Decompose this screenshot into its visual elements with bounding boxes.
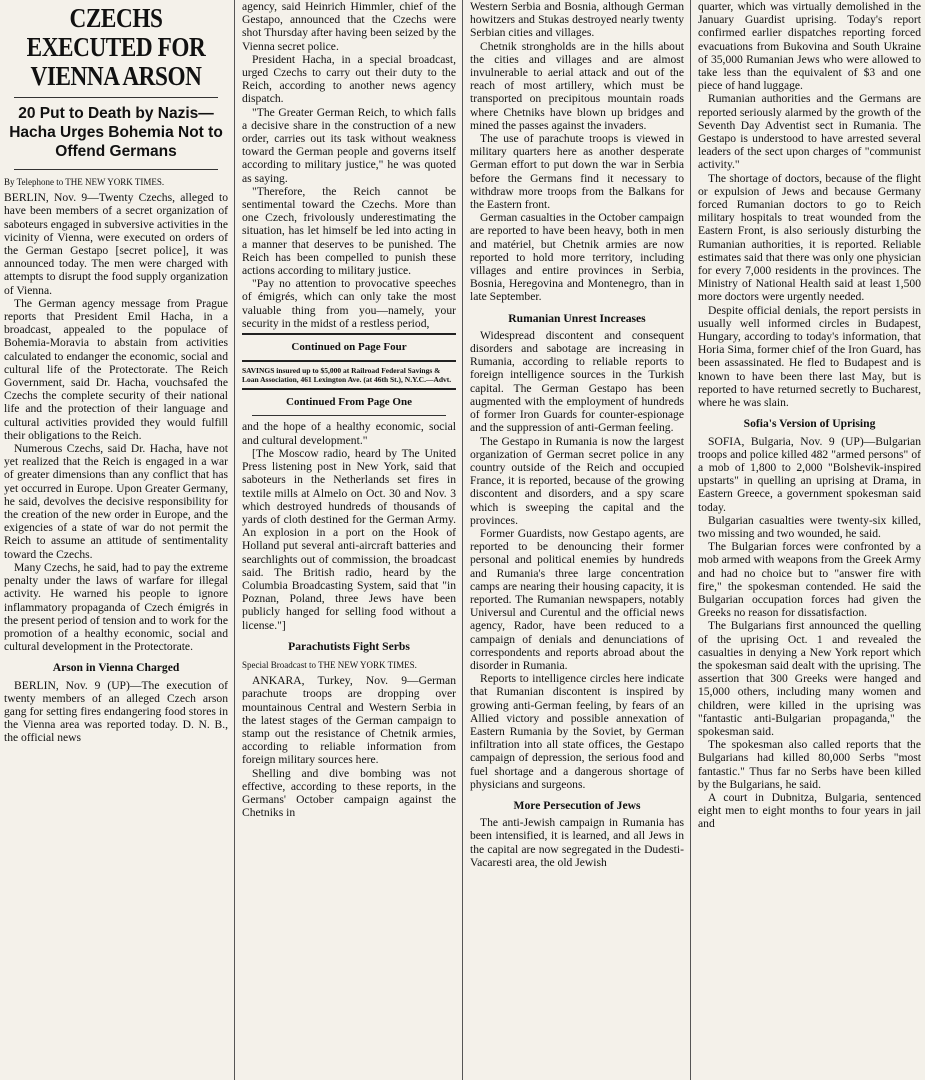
paragraph: The spokesman also called reports that the Bulgarians had killed 80,000 Serbs "most fantastic." Thus far no Serbs have been killed by the Bulgarians, he said. — [698, 738, 921, 791]
paragraph: The anti-Jewish campaign in Rumania has been intensified, it is learned, and all Jews in the capital are now segregated in the Dudesti-Vacaresti area, the old Jewish — [470, 816, 684, 869]
paragraph: and the hope of a healthy economic, social and cultural development." — [242, 420, 456, 447]
paragraph: ANKARA, Turkey, Nov. 9—German parachute troops are dropping over mountainous Central and Western Serbia in the latest stages of the German campaign to stamp out the resistance of Chetnik armies, according to reliable information from foreign military sources here. — [242, 674, 456, 767]
column-1 — [0, 0, 232, 1080]
paragraph: Western Serbia and Bosnia, although German howitzers and Stukas destroyed nearly twenty Serbian cities and villages. — [470, 0, 684, 40]
column-3 — [466, 0, 688, 1080]
paragraph: The Bulgarians first announced the quelling of the uprising Oct. 1 and revealed the casualties in denying a New York report which the spokesman said dealt with the uprising. The assertion that 300 Greeks were hanged and 15,000 others, including many women and children, were killed in the uprising was "fantastic anti-Bulgarian propaganda," the spokesman said. — [698, 619, 921, 738]
byline: Special Broadcast to THE NEW YORK TIMES. — [242, 659, 417, 670]
section-heading: Sofia's Version of Uprising — [743, 417, 876, 431]
divider — [242, 360, 456, 362]
continued-from-label: Continued From Page One — [286, 396, 412, 409]
subheadline: 20 Put to Death by Nazis—Hacha Urges Bohemia Not to Offend Germans — [9, 105, 223, 160]
byline: By Telephone to THE NEW YORK TIMES. — [4, 177, 165, 187]
paragraph: Reports to intelligence circles here indicate that Rumanian discontent is inspired by growing anti-German feeling, by fears of an Allied victory and possible annexation of Eastern Rumania by the Soviet, by German infiltration into all state offices, the Gestapo campaign of depression, the serious food and fuel shortage and a dangerous shortage of physicians and surgeons. — [470, 672, 684, 791]
section-heading: Arson in Vienna Charged — [52, 661, 180, 675]
column-2 — [238, 0, 460, 1080]
divider — [14, 97, 218, 98]
column-rule — [462, 0, 463, 1080]
section-heading: Rumanian Unrest Increases — [508, 311, 646, 325]
advertisement: SAVINGS insured up to $5,000 at Railroad Federal Savings & Loan Association, 461 Lexington Ave. (at 46th St.), N.Y.C.—Advt. — [242, 366, 452, 385]
paragraph: Former Guardists, now Gestapo agents, are reported to be denouncing their former personal and political enemies by hundreds and Rumania's three large concentration camps are nearing their housing capacity, it is reported. The Rumanian newspapers, notably Universul and Curentul and the official news agency, Rador, have been reduced to a campaign of denials and denunciations of correspondents and reports abroad about the disorder in Rumania. — [470, 526, 684, 672]
paragraph: "Pay no attention to provocative speeches of émigrés, which can only take the most valuable thing from you—namely, your security in the midst of a restless period, — [242, 277, 456, 330]
paragraph: Widespread discontent and consequent disorders and sabotage are increasing in Rumania, according to reliable reports to foreign intelligence sources in the Turkish capital. The German Gestapo has been augmented with the employment of hundreds of former Iron Guards for counter-espionage and the suppression of anti-German feeling. — [470, 328, 684, 435]
paragraph: "The Greater German Reich, to which falls a decisive share in the construction of a new order, carries out its task without weakness toward the German people and governs itself according to military justice," he was quoted as saying. — [242, 105, 456, 185]
paragraph: German casualties in the October campaign are reported to have been heavy, both in men and matériel, but Chetnik armies are now reported to hold more territory, including villages and entire provinces in Serbia, Bosnia, Heregovina and Montenegro, than in late September. — [470, 211, 684, 304]
divider — [252, 415, 446, 416]
paragraph: Despite official denials, the report persists in usually well informed circles in Budapest, Hungary, according to today's information, that Horia Sima, former chief of the Iron Guard, has been assassinated. He fled to Budapest and is known to have been there last May, but is reported to have returned secretly to Bucharest, where he was slain. — [698, 303, 921, 410]
paragraph: BERLIN, Nov. 9 (UP)—The execution of twenty members of an alleged Czech arson gang for setting fires endangering food stores in the Vienna area was reported today. D. N. B., the official news — [4, 678, 228, 745]
paragraph: The German agency message from Prague reports that President Emil Hacha, in a broadcast, appealed to the populace of Bohemia-Moravia to abstain from activities calculated to endanger the economic, social and cultural life of the Protectorate. The Reich Government, said Dr. Hacha, vouchsafed the Czechs the complete security of their national life and the protection of their language and cultural activities provided they would fulfill their obligations to the Reich. — [4, 296, 228, 442]
column-4 — [694, 0, 925, 1080]
paragraph: "Therefore, the Reich cannot be sentimental toward the Czechs. More than one Czech, frivolously underestimating the situation, has let himself be led into acting in a manner that deserves to be punished. The Reich has been compelled to punish these actions according to military justice. — [242, 184, 456, 278]
column-rule — [690, 0, 691, 1080]
paragraph: Rumanian authorities and the Germans are reported seriously alarmed by the growth of the Seventh Day Adventist sect in Rumania. The Gestapo is understood to have arrested several leaders of the sect upon charges of "communist activity." — [698, 92, 921, 172]
paragraph: A court in Dubnitza, Bulgaria, sentenced eight men to eight months to four years in jail and — [698, 790, 921, 831]
divider — [242, 333, 456, 335]
headline: CZECHS EXECUTED FOR VIENNA ARSON — [26, 3, 206, 91]
paragraph: Bulgarian casualties were twenty-six killed, two missing and two wounded, he said. — [698, 513, 921, 540]
section-heading: Parachutists Fight Serbs — [288, 639, 410, 653]
section-heading: More Persecution of Jews — [513, 798, 641, 812]
continued-on-label: Continued on Page Four — [291, 341, 407, 354]
paragraph: BERLIN, Nov. 9—Twenty Czechs, alleged to have been members of a secret organization of saboteurs engaged in subversive activities in the vicinity of Vienna, were executed on orders of the German Gestapo [secret police], it was announced today. The men were charged with attempts to disrupt the food supply organization of Vienna. — [4, 191, 228, 297]
paragraph: The Bulgarian forces were confronted by a mob armed with weapons from the Greek Army and had no choice but to "answer fire with fire," the spokesman contended. He said the Bulgarian occupation forces had given the Greeks no reason for dissatisfaction. — [698, 540, 921, 620]
paragraph: [The Moscow radio, heard by The United Press listening post in New York, said that saboteurs in the Netherlands set fires in textile mills at Almelo on Oct. 30 and Nov. 3 which destroyed hundreds of thousands of yards of cloth destined for the German Army. An explosion in a port on the Hook of Holland put several anti-aircraft batteries and searchlights out of commission, the broadcast said. The British radio, heard by the Columbia Broadcasting System, said that "in Poznan, Poland, three Jews have been publicly hanged for selling food without a license."] — [242, 446, 456, 632]
divider — [242, 388, 456, 390]
paragraph: President Hacha, in a special broadcast, urged Czechs to carry out their duty to the Reich, according to another news agency dispatch. — [242, 52, 456, 106]
paragraph: The Gestapo in Rumania is now the largest organization of German secret police in any country outside of the Reich and occupied France, it is reported, because of the growing discontent and disorders, and a spy scare which is sweeping the capital and the provinces. — [470, 434, 684, 527]
paragraph: Many Czechs, he said, had to pay the extreme penalty under the laws of warfare for illegal activity. He warned his people to ignore inflammatory propaganda of Czech émigrés in the present period of tension and to work for the promotion of a healthy economic, social and cultural development in the Protectorate. — [4, 560, 228, 654]
paragraph: The use of parachute troops is viewed in military quarters here as another desperate German effort to put down the war in Serbia before the Germans find it necessary to withdraw more troops from the Balkans for the Eastern front. — [470, 132, 684, 212]
paragraph: The shortage of doctors, because of the flight or expulsion of Jews and because Germany forced Rumanian doctors to go to Reich military hospitals to treat wounded from the Eastern Front, is also seriously disturbing the Rumanian authorities, it is reported. Reliable estimates said that there was only one physician for every 7,000 residents in the provinces. The Ministry of National Health said at least 1,500 more doctors were urgently needed. — [698, 171, 921, 304]
paragraph: SOFIA, Bulgaria, Nov. 9 (UP)—Bulgarian troops and police killed 482 "armed persons" of a mob of 1,800 to 2,000 "Bolshevik-inspired upstarts" in quelling an uprising at Drama, in Eastern Greece, a government spokesman said today. — [698, 434, 921, 514]
column-rule — [234, 0, 235, 1080]
paragraph: Numerous Czechs, said Dr. Hacha, have not yet realized that the Reich is engaged in a war of greater dimensions than any conflict that has yet occurred in Europe. Upon Greater Germany, he said, devolves the decisive responsibility for the creation of the new order in Europe, and the exigencies of a state of war do not permit the Reich to assume an attitude of sentimentality toward the Czechs. — [4, 442, 228, 561]
paragraph: quarter, which was virtually demolished in the January Guardist uprising. Today's report confirmed earlier dispatches reporting forced evacuations from Bukovina and South Ukraine of 35,000 Rumanian Jews who were allowed to take less than the equivalent of $3 and one piece of hand luggage. — [698, 0, 921, 93]
divider — [14, 169, 218, 170]
paragraph: Chetnik strongholds are in the hills about the cities and villages and are almost invulnerable to aerial attack and out of the reach of most artillery, which must be transported on precipitous mountain roads where Chetniks have blown up bridges and mined the passes against the invaders. — [470, 39, 684, 132]
paragraph: agency, said Heinrich Himmler, chief of the Gestapo, announced that the Czechs were shot Thursday after having been seized by the Vienna secret police. — [242, 0, 456, 53]
paragraph: Shelling and dive bombing was not effective, according to these reports, in the Germans' October campaign against the Chetniks in — [242, 766, 456, 820]
